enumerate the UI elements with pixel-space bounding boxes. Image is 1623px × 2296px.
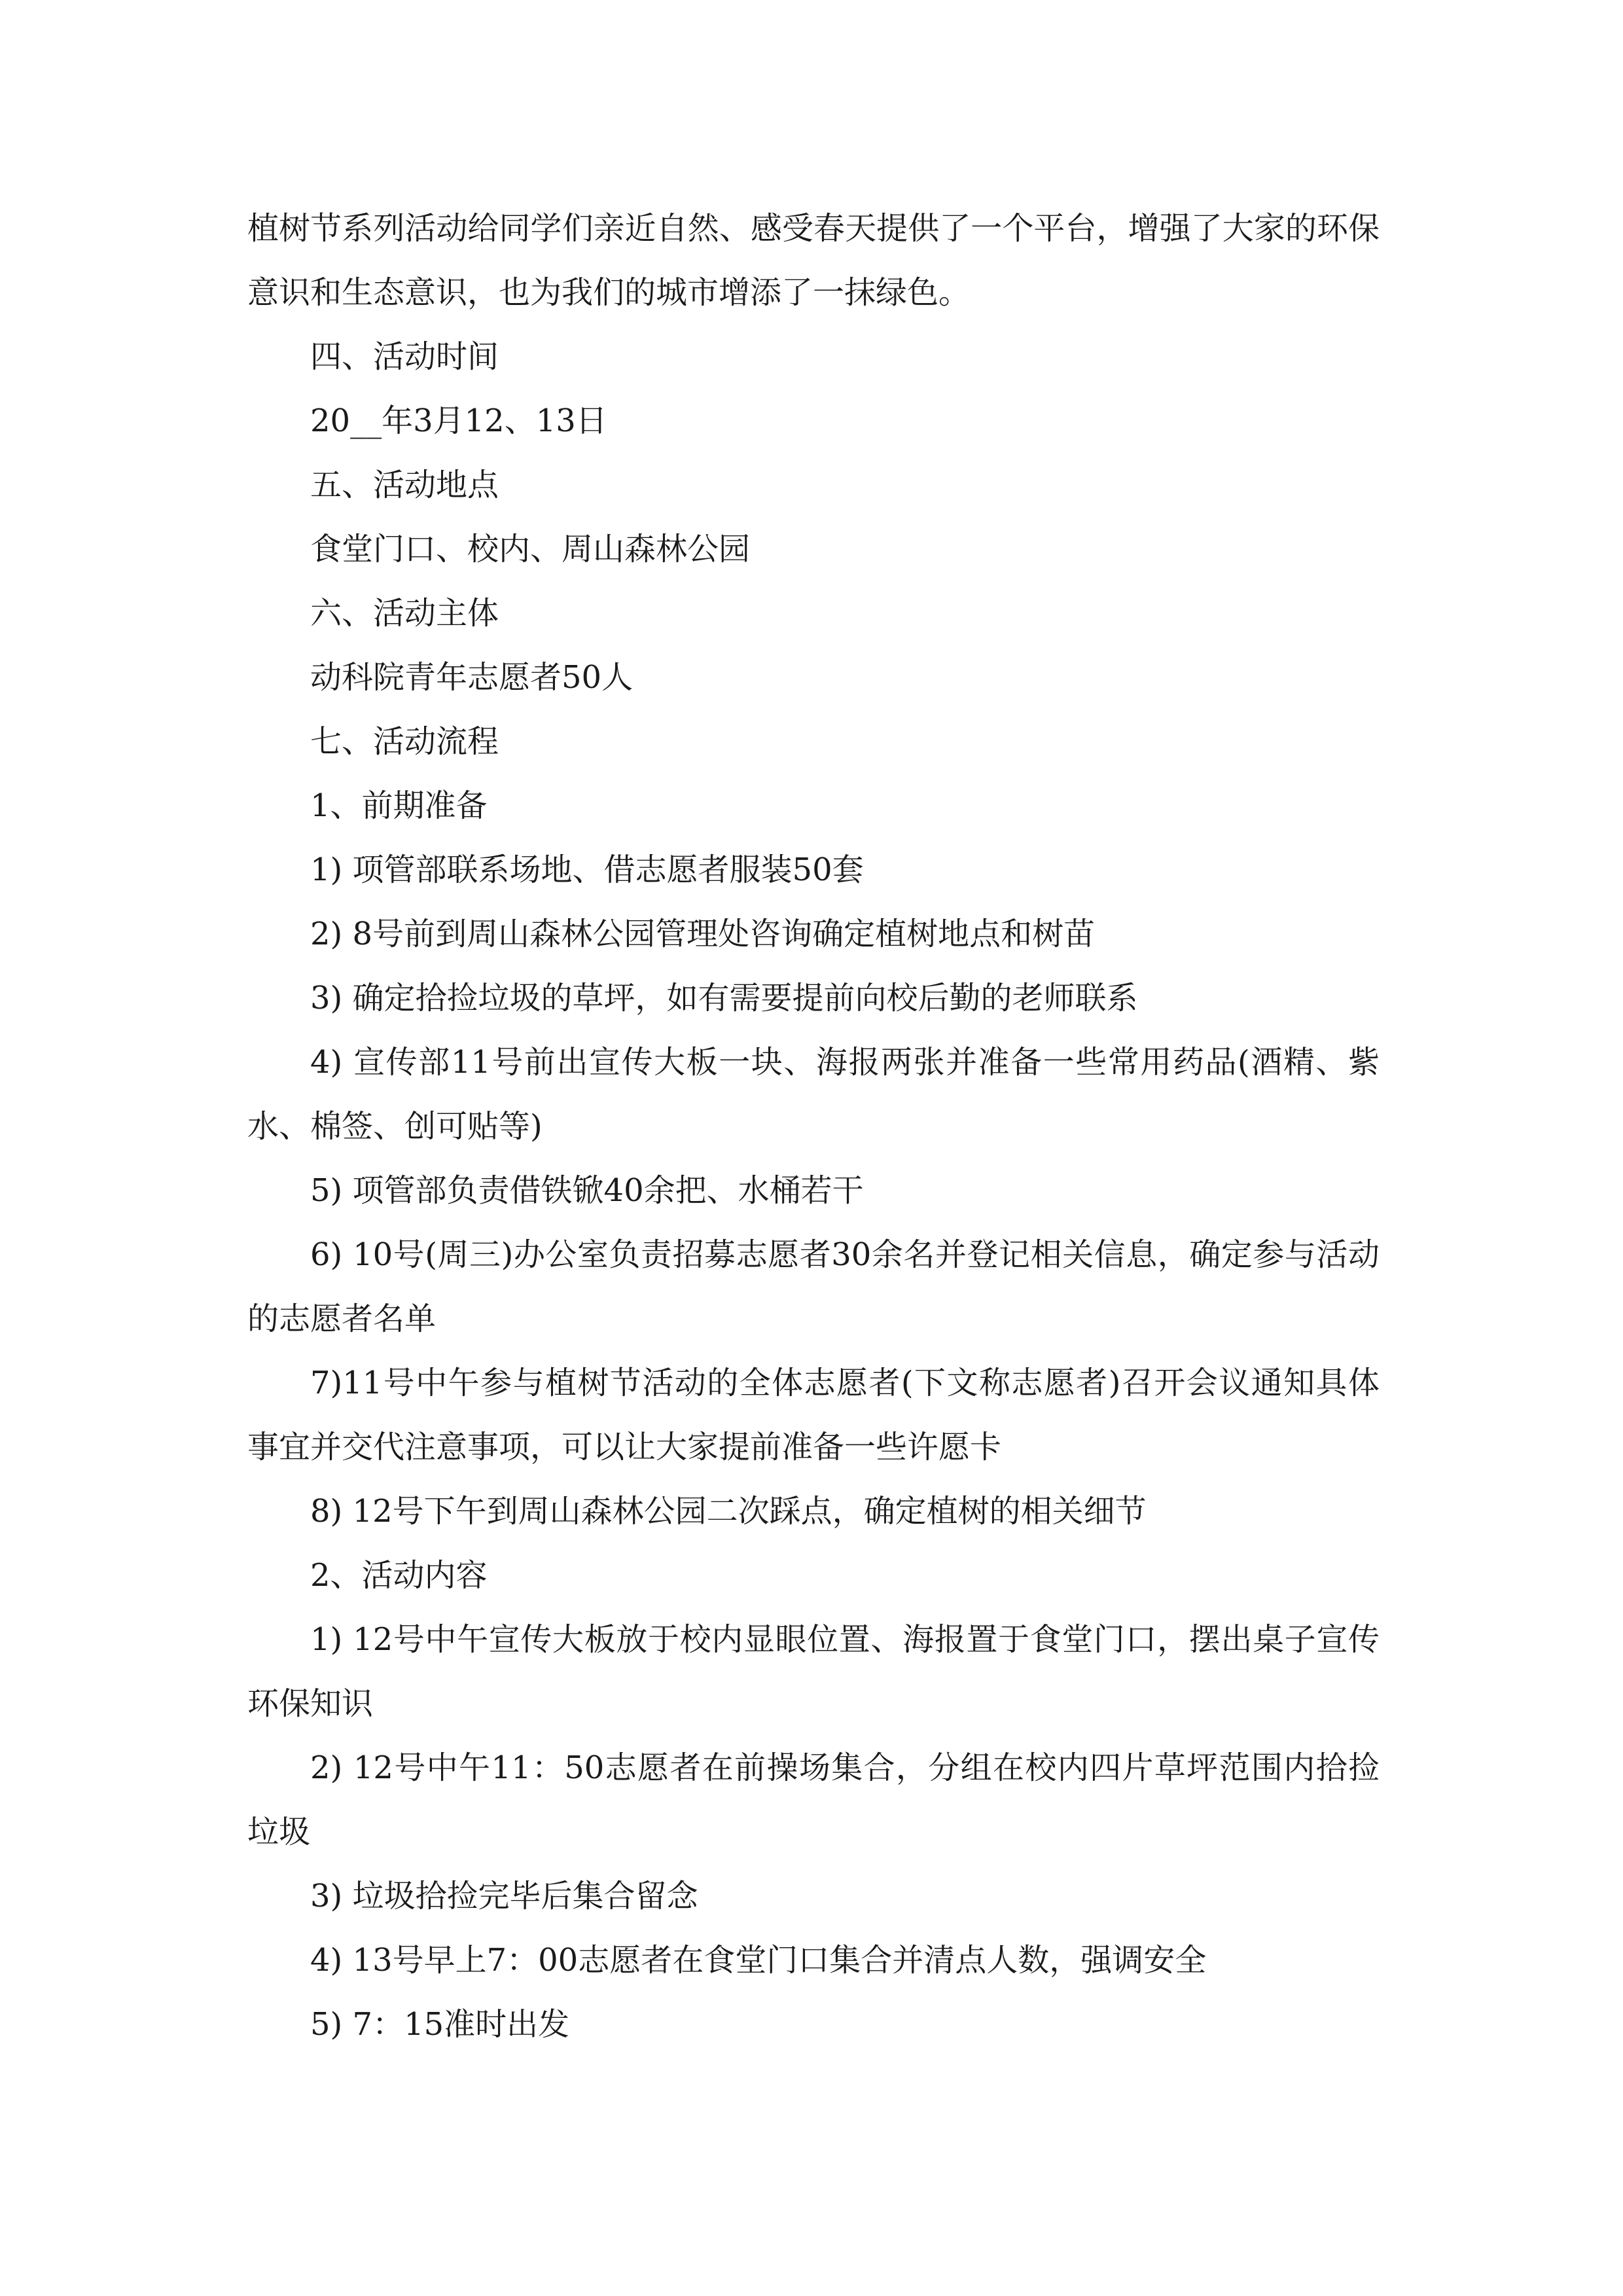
prep-item-5: 5) 项管部负责借铁锨40余把、水桶若干 (310, 1172, 864, 1209)
heading-activity-content: 2、活动内容 (310, 1557, 488, 1594)
heading-preparation: 1、前期准备 (310, 787, 488, 824)
content-item-4: 4) 13号早上7：00志愿者在食堂门口集合并清点人数，强调安全 (310, 1942, 1207, 1979)
document-body (247, 196, 1380, 2056)
activity-subject: 动科院青年志愿者50人 (310, 659, 633, 696)
activity-place: 食堂门口、校内、周山森林公园 (310, 531, 751, 567)
heading-activity-place: 五、活动地点 (310, 467, 499, 503)
activity-time: 20__年3月12、13日 (310, 403, 607, 439)
content-item-5: 5) 7：15准时出发 (310, 2006, 570, 2043)
prep-item-1: 1) 项管部联系场地、借志愿者服装50套 (310, 852, 864, 888)
heading-activity-flow: 七、活动流程 (310, 723, 499, 760)
prep-item-8: 8) 12号下午到周山森林公园二次踩点，确定植树的相关细节 (310, 1493, 1147, 1530)
prep-item-2: 2) 8号前到周山森林公园管理处咨询确定植树地点和树苗 (310, 916, 1096, 952)
content-item-3: 3) 垃圾拾捡完毕后集合留念 (310, 1878, 698, 1914)
heading-activity-time: 四、活动时间 (310, 338, 499, 375)
heading-activity-subject: 六、活动主体 (310, 595, 499, 632)
content-item-1: 1) 12号中午宣传大板放于校内显眼位置、海报置于食堂门口，摆出桌子宣传环保知识 (247, 1621, 1380, 1722)
prep-item-7: 7)11号中午参与植树节活动的全体志愿者(下文称志愿者)召开会议通知具体事宜并交代注意事项，可以让大家提前准备一些许愿卡 (247, 1365, 1380, 1465)
prep-item-3: 3) 确定拾捡垃圾的草坪，如有需要提前向校后勤的老师联系 (310, 980, 1138, 1016)
prep-item-4: 4) 宣传部11号前出宣传大板一块、海报两张并准备一些常用药品(酒精、紫水、棉签、创可贴等) (247, 1044, 1380, 1145)
intro-paragraph: 植树节系列活动给同学们亲近自然、感受春天提供了一个平台，增强了大家的环保意识和生态意识，也为我们的城市增添了一抹绿色。 (247, 210, 1380, 311)
content-item-2: 2) 12号中午11：50志愿者在前操场集合，分组在校内四片草坪范围内拾捡垃圾 (247, 1749, 1380, 1850)
prep-item-6: 6) 10号(周三)办公室负责招募志愿者30余名并登记相关信息，确定参与活动的志愿者名单 (247, 1236, 1380, 1337)
